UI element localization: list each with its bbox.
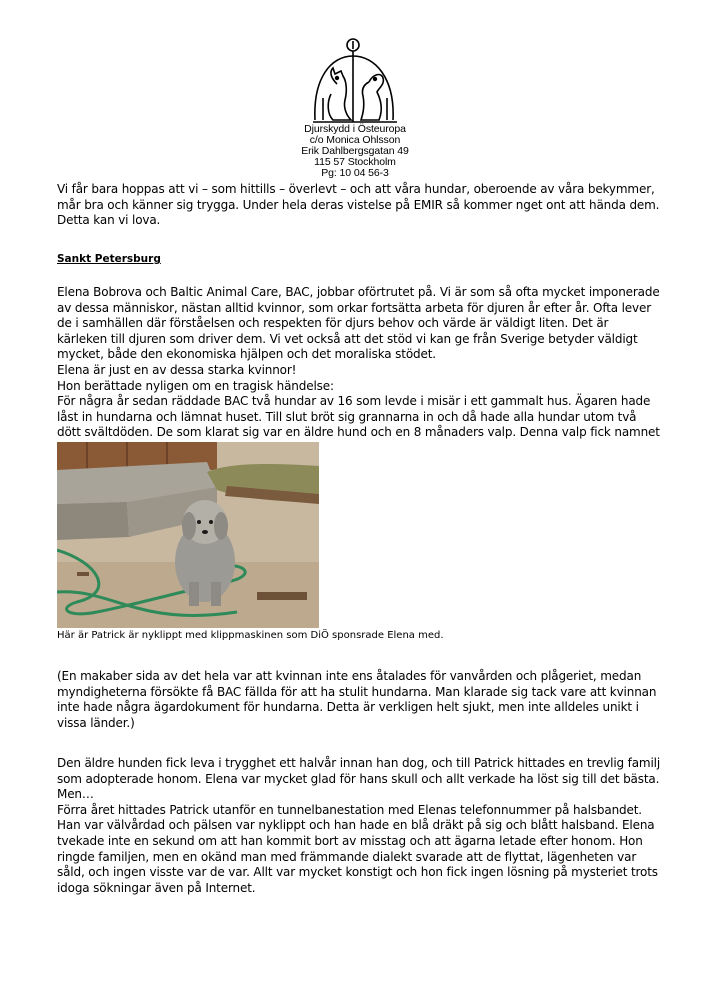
dog-photo-image bbox=[57, 442, 319, 628]
paragraph-rescue: För några år sedan räddade BAC två hundar av 16 som levde i misär i ett gammalt hus. Ägaren hade låst in hundarna och lämnat huset. Till slut bröt sig grannarna in och då hade alla hundar utom två dött svältdöden. De som klarat sig var en äldre hund och en 8 månaders valp. Denna valp fick namnet bbox=[57, 394, 660, 440]
org-name: Djurskydd i Östeuropa bbox=[304, 123, 406, 135]
paragraph-elena: Elena är just en av dessa starka kvinnor! bbox=[57, 362, 297, 377]
street-address: Erik Dahlbergsgatan 49 bbox=[301, 145, 409, 157]
postgiro-number: Pg: 10 04 56-3 bbox=[321, 167, 389, 179]
co-line: c/o Monica Ohlsson bbox=[309, 134, 401, 146]
letterhead-address bbox=[252, 124, 458, 179]
paragraph-adoption: Den äldre hunden fick leva i trygghet ett halvår innan han dog, och till Patrick hittades en trevlig familj som adopterade honom. Elena var mycket glad för hans skull och allt verkade ha löst sig till det bästa. Men… bbox=[57, 756, 661, 802]
letterhead bbox=[252, 38, 458, 179]
aside-paragraph: (En makaber sida av det hela var att kvinnan inte ens åtalades för vanvården och plågeriet, medan myndigheterna försökte få BAC fällda för att ha stulit hundarna. Man klarade sig tack vare att kvinnan inte hade några ägardokument för hundarna. Detta är verkligen helt sjukt, men inte alldeles unikt i vissa länder.) bbox=[57, 669, 657, 730]
paragraph-bac: Elena Bobrova och Baltic Animal Care, BAC, jobbar oförtrutet på. Vi är som så ofta mycket imponerade av dessa människor, nästan alltid kvinnor, som orkar fortsätta arbeta för djuren år efter år. Ofta lever de i samhällen där förståelsen och respekten för djurs behov och värde är väldigt liten. Det är kärleken till djuren som driver dem. Vi vet också att det stöd vi kan ge från Sverige betyder väldigt mycket, både den ekonomiska hjälpen och det moraliska stödet. bbox=[57, 285, 660, 362]
article-block-2 bbox=[57, 756, 661, 896]
dog-and-cat-logo-icon bbox=[307, 38, 403, 124]
paragraph-found: Förra året hittades Patrick utanför en tunnelbanestation med Elenas telefonnummer på halsbandet. Han var välvårdad och pälsen var nyklippt och han hade en blå dräkt på sig och blått halsband. Elena tvekade inte en sekund om att han kommit bort av misstag och att ägarna letade efter honom. Hon ringde familjen, men en okänd man med främmande dialekt svarade att de flyttat, lägenheten var såld, och ingen visste var de var. Allt var mycket konstigt och hon fick ingen lösning på mysteriet trots idoga sökningar även på Internet. bbox=[57, 802, 658, 895]
section-heading: Sankt Petersburg bbox=[57, 253, 161, 265]
intro-paragraph: Vi får bara hoppas att vi – som hittills – överlevt – och att våra hundar, oberoende av våra bekymmer, mår bra och känner sig trygga. Under hela deras vistelse på EMIR så kommer nget ont att hända dem. Detta kan vi lova. bbox=[57, 182, 660, 228]
article-block-1 bbox=[57, 285, 661, 457]
patrick-photo bbox=[57, 442, 319, 628]
paragraph-event-intro: Hon berättade nyligen om en tragisk händelse: bbox=[57, 378, 334, 393]
postal-address: 115 57 Stockholm bbox=[314, 156, 396, 168]
photo-caption: Här är Patrick är nyklippt med klippmaskinen som DiÖ sponsrade Elena med. bbox=[57, 630, 444, 641]
